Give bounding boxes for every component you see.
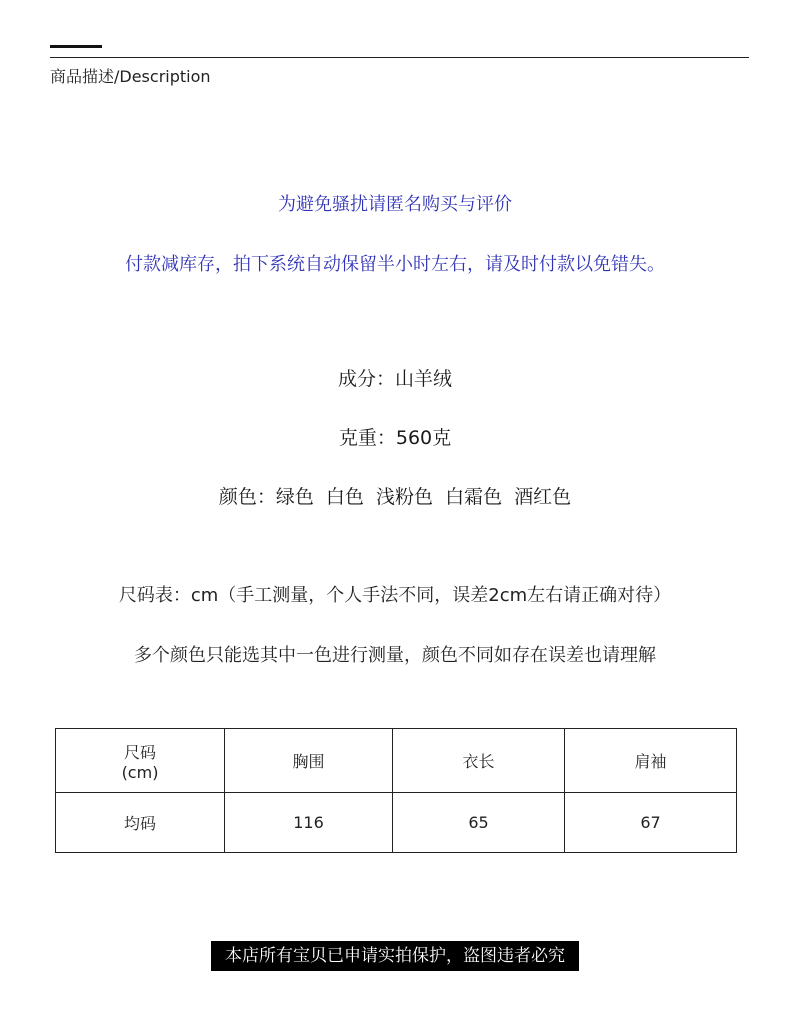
header-accent-bar: [50, 45, 102, 48]
header-length-cell: 衣长: [393, 729, 565, 793]
size-measure-note: 尺码表：cm（手工测量，个人手法不同，误差2cm左右请正确对待）: [118, 585, 672, 606]
size-table: [55, 728, 737, 853]
footer-banner-wrap: [0, 941, 790, 971]
header-shoulder-sleeve-cell: 肩袖: [565, 729, 737, 793]
header-unit-label: (cm): [121, 762, 159, 782]
copyright-protection-banner: 本店所有宝贝已申请实拍保护，盗图违者必究: [211, 941, 579, 971]
payment-notice: 付款减库存，拍下系统自动保留半小时左右，请及时付款以免错失。: [125, 254, 665, 275]
colors-spec: 颜色：绿色 白色 浅粉色 白霜色 酒红色: [218, 486, 572, 508]
anonymous-purchase-notice: 为避免骚扰请匿名购买与评价: [278, 194, 512, 215]
header-size-label: 尺码: [123, 742, 156, 762]
length-cell: 65: [393, 793, 565, 853]
header-size-cell: [56, 729, 225, 793]
section-title: 商品描述/Description: [50, 67, 211, 86]
header-divider: [50, 57, 749, 58]
size-cell: 均码: [56, 793, 225, 853]
shoulder-sleeve-cell: 67: [565, 793, 737, 853]
weight-spec: 克重：560克: [338, 427, 452, 449]
size-color-note: 多个颜色只能选其中一色进行测量，颜色不同如存在误差也请理解: [134, 645, 656, 666]
material-spec: 成分：山羊绒: [337, 368, 452, 390]
table-row: [56, 793, 737, 853]
bust-cell: 116: [225, 793, 393, 853]
header-bust-cell: 胸围: [225, 729, 393, 793]
size-table-header-row: [56, 729, 737, 793]
